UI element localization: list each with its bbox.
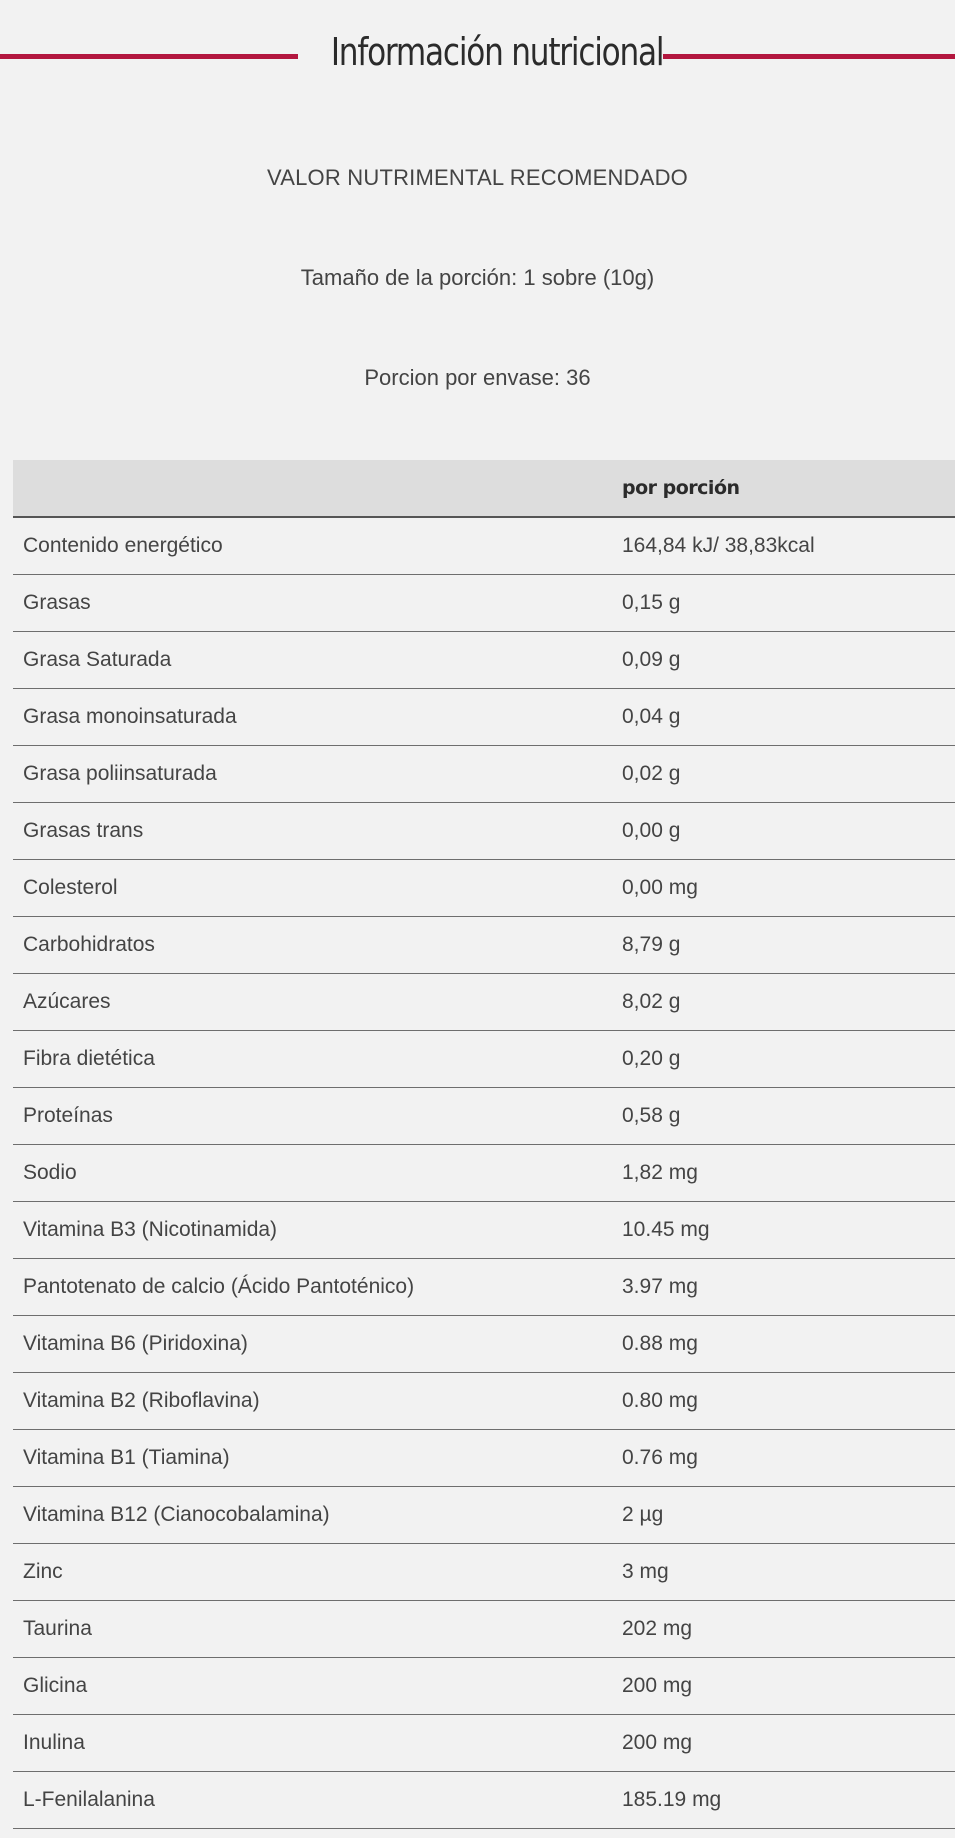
nutrient-value: 0,02 g xyxy=(613,746,955,803)
nutrient-value: 0.76 mg xyxy=(613,1430,955,1487)
nutrient-value: 3.97 mg xyxy=(613,1259,955,1316)
table-row xyxy=(13,1031,955,1088)
table-row xyxy=(13,803,955,860)
nutrient-name: Grasas trans xyxy=(13,803,613,860)
serving-size-text: Tamaño de la porción: 1 sobre (10g) xyxy=(300,265,655,290)
nutrient-value: 0,58 g xyxy=(613,1088,955,1145)
table-row xyxy=(13,746,955,803)
nutrient-value: 200 mg xyxy=(613,1658,955,1715)
heading-divider-right xyxy=(663,54,955,59)
nutrient-name: Grasas xyxy=(13,575,613,632)
table-row xyxy=(13,1658,955,1715)
nutrient-name: Vitamina B1 (Tiamina) xyxy=(13,1430,613,1487)
table-row xyxy=(13,1772,955,1829)
nutrient-name: L-Fenilalanina xyxy=(13,1772,613,1829)
header-nutrient xyxy=(13,460,613,517)
nutrient-value: 185.19 mg xyxy=(613,1772,955,1829)
nutrient-value: 8,02 g xyxy=(613,974,955,1031)
nutrient-name: Fibra dietética xyxy=(13,1031,613,1088)
nutrient-value: 0,15 g xyxy=(613,575,955,632)
table-row xyxy=(13,575,955,632)
nutrient-value: 3 mg xyxy=(613,1544,955,1601)
table-body xyxy=(13,517,955,1829)
nutrient-value: 0,00 g xyxy=(613,803,955,860)
table-row xyxy=(13,860,955,917)
nutrient-name: Azúcares xyxy=(13,974,613,1031)
nutrient-name: Vitamina B2 (Riboflavina) xyxy=(13,1373,613,1430)
table-row xyxy=(13,1601,955,1658)
table-row xyxy=(13,1373,955,1430)
nutrient-name: Inulina xyxy=(13,1715,613,1772)
nutrient-value: 8,79 g xyxy=(613,917,955,974)
nutrient-value: 0.80 mg xyxy=(613,1373,955,1430)
nutrient-value: 0,00 mg xyxy=(613,860,955,917)
nutrient-value: 164,84 kJ/ 38,83kcal xyxy=(613,517,955,575)
nutrient-value: 0,20 g xyxy=(613,1031,955,1088)
nutrient-name: Sodio xyxy=(13,1145,613,1202)
table-row xyxy=(13,632,955,689)
nutrient-name: Vitamina B6 (Piridoxina) xyxy=(13,1316,613,1373)
table-row xyxy=(13,1487,955,1544)
heading-divider-left xyxy=(0,54,298,59)
nutrient-name: Zinc xyxy=(13,1544,613,1601)
nutrient-name: Grasa poliinsaturada xyxy=(13,746,613,803)
nutrient-value: 1,82 mg xyxy=(613,1145,955,1202)
nutrient-name: Proteínas xyxy=(13,1088,613,1145)
nutrient-name: Glicina xyxy=(13,1658,613,1715)
recommended-value-label: VALOR NUTRIMENTAL RECOMENDADO xyxy=(267,165,688,190)
nutrient-value: 0.88 mg xyxy=(613,1316,955,1373)
table-row xyxy=(13,917,955,974)
table-row xyxy=(13,1088,955,1145)
nutrient-value: 0,09 g xyxy=(613,632,955,689)
nutrient-value: 10.45 mg xyxy=(613,1202,955,1259)
nutrient-name: Grasa Saturada xyxy=(13,632,613,689)
table-row xyxy=(13,1430,955,1487)
nutrient-name: Contenido energético xyxy=(13,517,613,575)
table-header-row xyxy=(13,460,955,517)
table-row xyxy=(13,1145,955,1202)
nutrient-name: Pantotenato de calcio (Ácido Pantoténico) xyxy=(13,1259,613,1316)
table-row xyxy=(13,1202,955,1259)
table-row xyxy=(13,517,955,575)
nutrient-name: Grasa monoinsaturada xyxy=(13,689,613,746)
nutrition-table xyxy=(13,460,955,1829)
table-row xyxy=(13,689,955,746)
header-per-serving: por porción xyxy=(613,460,955,517)
nutrient-name: Vitamina B12 (Cianocobalamina) xyxy=(13,1487,613,1544)
nutrient-name: Vitamina B3 (Nicotinamida) xyxy=(13,1202,613,1259)
nutrient-value: 202 mg xyxy=(613,1601,955,1658)
nutrient-name: Taurina xyxy=(13,1601,613,1658)
nutrient-name: Carbohidratos xyxy=(13,917,613,974)
nutrient-name: Colesterol xyxy=(13,860,613,917)
table-row xyxy=(13,1316,955,1373)
servings-per-container-text: Porcion por envase: 36 xyxy=(364,365,591,390)
nutrient-value: 2 µg xyxy=(613,1487,955,1544)
nutrient-value: 200 mg xyxy=(613,1715,955,1772)
table-row xyxy=(13,1259,955,1316)
section-title: Información nutricional xyxy=(330,30,664,74)
table-row xyxy=(13,1544,955,1601)
section-heading xyxy=(0,22,955,92)
table-row xyxy=(13,1715,955,1772)
table-row xyxy=(13,974,955,1031)
nutrient-value: 0,04 g xyxy=(613,689,955,746)
